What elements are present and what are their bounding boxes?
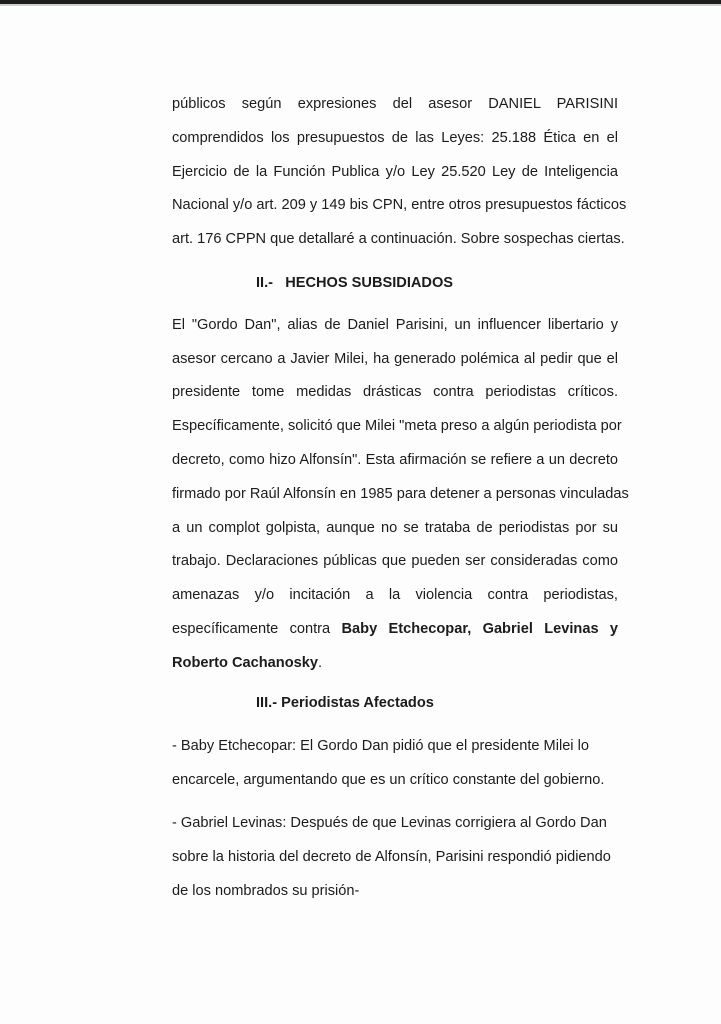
text-line: El "Gordo Dan", alias de Daniel Parisini, un influencer libertario y — [172, 316, 618, 333]
text-line: públicos según expresiones del asesor DANIEL PARISINI — [172, 96, 618, 112]
list-item-levinas — [172, 807, 618, 908]
journalist-names-bold: Baby Etchecopar, Gabriel Levinas y — [341, 620, 619, 637]
section-heading-hechos: II.- HECHOS SUBSIDIADOS — [256, 274, 454, 291]
text-line: - Gabriel Levinas: Después de que Levinas corrigiera al Gordo Dan — [172, 814, 607, 831]
text-line: presidente tome medidas drásticas contra periodistas críticos. — [172, 384, 618, 401]
text-line: Ejercicio de la Función Publica y/o Ley 25.520 Ley de Inteligencia — [172, 163, 618, 180]
section-heading-periodistas: III.- Periodistas Afectados — [256, 694, 434, 711]
text-line-with-names — [172, 613, 618, 647]
intro-paragraph — [172, 88, 627, 257]
text-line: Nacional y/o art. 209 y 149 bis CPN, entre otros presupuestos fácticos — [172, 197, 627, 214]
text-line: trabajo. Declaraciones públicas que pueden ser consideradas como — [172, 553, 618, 570]
text-fragment: . — [317, 654, 323, 671]
hechos-paragraph — [172, 309, 629, 681]
text-line: sobre la historia del decreto de Alfonsín, Parisini respondió pidiendo — [172, 848, 611, 865]
text-line: firmado por Raúl Alfonsín en 1985 para detener a personas vinculadas — [172, 485, 629, 502]
journalist-name-bold: Roberto Cachanosky — [172, 654, 318, 671]
text-line: Específicamente, solicitó que Milei "meta preso a algún periodista por — [172, 418, 622, 435]
text-line: comprendidos los presupuestos de las Leyes: 25.188 Ética en el — [172, 129, 618, 146]
document-page — [172, 88, 629, 908]
text-line-with-names — [172, 647, 618, 681]
list-item-etchecopar — [172, 730, 618, 798]
text-line: de los nombrados su prisión- — [172, 882, 360, 899]
text-line: amenazas y/o incitación a la violencia contra periodistas, — [172, 587, 618, 604]
text-line: art. 176 CPPN que detallaré a continuación. Sobre sospechas ciertas. — [172, 231, 625, 248]
text-line: - Baby Etchecopar: El Gordo Dan pidió que el presidente Milei lo — [172, 738, 589, 755]
text-line: asesor cercano a Javier Milei, ha generado polémica al pedir que el — [172, 350, 618, 367]
text-line: decreto, como hizo Alfonsín". Esta afirmación se refiere a un decreto — [172, 451, 618, 468]
text-line: encarcele, argumentando que es un crítico constante del gobierno. — [172, 772, 605, 789]
top-bar-divider — [0, 4, 721, 6]
text-fragment: específicamente contra — [172, 620, 331, 637]
text-line: a un complot golpista, aunque no se trataba de periodistas por su — [172, 519, 618, 536]
